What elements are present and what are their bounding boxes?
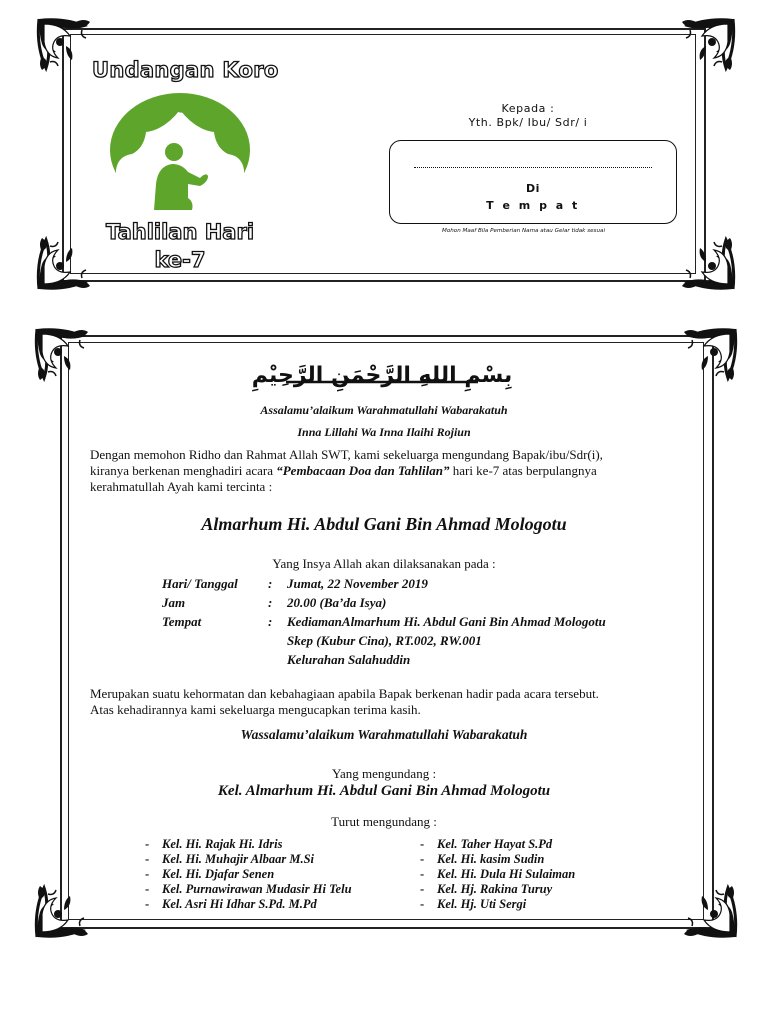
list-item: [145, 897, 415, 912]
ornament-corner-icon: [34, 326, 90, 382]
farewell: Wassalamu’alaikum Warahmatullahi Wabarakatuh: [240, 727, 528, 742]
event-title-line1: Tahlilan Hari: [105, 220, 255, 244]
event-title-line2: ke-7: [154, 248, 206, 272]
list-item: [420, 867, 650, 882]
list-dash: -: [145, 837, 150, 851]
family-name: Kel. Taher Hayat S.Pd: [437, 837, 553, 851]
bismillah-text: بِسْمِ اللهِ الرَّحْمَنِ الرَّحِيْمِ: [251, 363, 513, 388]
greeting: Assalamu’alaikum Warahmatullahi Wabarakatuh: [260, 403, 508, 417]
ornament-corner-icon: [34, 884, 90, 940]
list-dash: -: [145, 897, 150, 911]
list-item: [145, 867, 415, 882]
list-dash: -: [420, 852, 425, 866]
list-item: [145, 852, 415, 867]
place-line1: KediamanAlmarhum Hi. Abdul Gani Bin Ahmad Mologotu: [287, 614, 606, 629]
list-dash: -: [145, 882, 150, 896]
inviter-name: Kel. Almarhum Hi. Abdul Gani Bin Ahmad Mologotu: [217, 783, 551, 799]
list-item: [145, 837, 415, 852]
place-line2: Skep (Kubur Cina), RT.002, RW.001: [287, 633, 482, 648]
kepada-label: Kepada :: [501, 102, 555, 115]
ornament-corner-icon: [680, 16, 736, 72]
list-item: [420, 897, 650, 912]
list-item: [145, 882, 415, 897]
paragraph-line: Dengan memohon Ridho dan Rahmat Allah SWT, kami sekeluarga mengundang Bapak/ibu/Sdr(i),: [90, 447, 603, 462]
ornament-corner-icon: [682, 884, 738, 940]
family-name: Kel. Hi. Muhajir Albaar M.Si: [162, 852, 315, 866]
turut-list-left: [145, 837, 415, 912]
yth-label: Yth. Bpk/ Ibu/ Sdr/ i: [468, 116, 588, 129]
list-item: [420, 837, 650, 852]
recipient-address-box: [389, 140, 677, 224]
family-name: Kel. Asri Hi Idhar S.Pd. M.Pd: [162, 897, 317, 911]
family-name: Kel. Hj. Uti Sergi: [437, 897, 527, 911]
apology-note: Mohon Maaf Bila Pemberian Nama atau Gelar tidak sesuai: [442, 228, 605, 234]
list-dash: -: [420, 882, 425, 896]
invitation-paragraph: [90, 447, 690, 495]
closing-line: Merupakan suatu kehormatan dan kebahagiaan apabila Bapak berkenan hadir pada acara tersebut.: [90, 686, 599, 701]
place-line3: Kelurahan Salahuddin: [287, 652, 411, 667]
recipient-name-line: [414, 167, 652, 168]
ornament-corner-icon: [36, 236, 92, 292]
time-colon: :: [268, 595, 273, 610]
schedule-intro: Yang Insya Allah akan dilaksanakan pada :: [272, 556, 496, 571]
list-dash: -: [420, 837, 425, 851]
paragraph-text: hari ke-7 atas berpulangnya: [449, 463, 597, 478]
recipient-header: [430, 102, 626, 130]
ornament-corner-icon: [680, 236, 736, 292]
deceased-name: Almarhum Hi. Abdul Gani Bin Ahmad Mologotu: [201, 514, 567, 534]
closing-line: Atas kehadirannya kami sekeluarga mengucapkan terima kasih.: [90, 702, 421, 717]
list-item: [420, 882, 650, 897]
date-label: Hari/ Tanggal: [162, 576, 238, 591]
family-name: Kel. Hi. Djafar Senen: [162, 867, 275, 881]
family-name: Kel. Purnawirawan Mudasir Hi Telu: [162, 882, 352, 896]
list-dash: -: [145, 867, 150, 881]
family-name: Kel. Hi. kasim Sudin: [437, 852, 545, 866]
paragraph-line: kerahmatullah Ayah kami tercinta :: [90, 479, 273, 494]
family-name: Kel. Hi. Dula Hi Sulaiman: [437, 867, 576, 881]
list-item: [420, 852, 650, 867]
tempat-label: T e m p a t: [486, 199, 580, 212]
list-dash: -: [420, 867, 425, 881]
turut-label: Turut mengundang :: [331, 814, 437, 829]
inviter-label: Yang mengundang :: [331, 766, 437, 781]
date-colon: :: [268, 576, 273, 591]
envelope-title: Undangan Koro: [92, 58, 279, 82]
time-value: 20.00 (Ba’da Isya): [287, 595, 387, 610]
closing-paragraph: [90, 686, 690, 718]
di-label: Di: [526, 182, 540, 195]
time-label: Jam: [162, 595, 186, 610]
family-name: Kel. Hi. Rajak Hi. Idris: [162, 837, 283, 851]
paragraph-line: [90, 463, 690, 479]
ornament-corner-icon: [682, 326, 738, 382]
place-label: Tempat: [162, 614, 202, 629]
event-title: [92, 218, 268, 274]
event-name: “Pembacaan Doa dan Tahlilan”: [276, 463, 450, 478]
date-value: Jumat, 22 November 2019: [287, 576, 428, 591]
praying-man-mosque-icon: [108, 92, 252, 210]
turut-list-right: [420, 837, 650, 912]
inna-lillahi: Inna Lillahi Wa Inna Ilaihi Rojiun: [297, 425, 471, 439]
bismillah-calligraphy: [246, 348, 518, 396]
list-dash: -: [145, 852, 150, 866]
ornament-corner-icon: [36, 16, 92, 72]
family-name: Kel. Hj. Rakina Turuy: [437, 882, 553, 896]
list-dash: -: [420, 897, 425, 911]
paragraph-text: kiranya berkenan menghadiri acara: [90, 463, 277, 478]
place-colon: :: [268, 614, 273, 629]
